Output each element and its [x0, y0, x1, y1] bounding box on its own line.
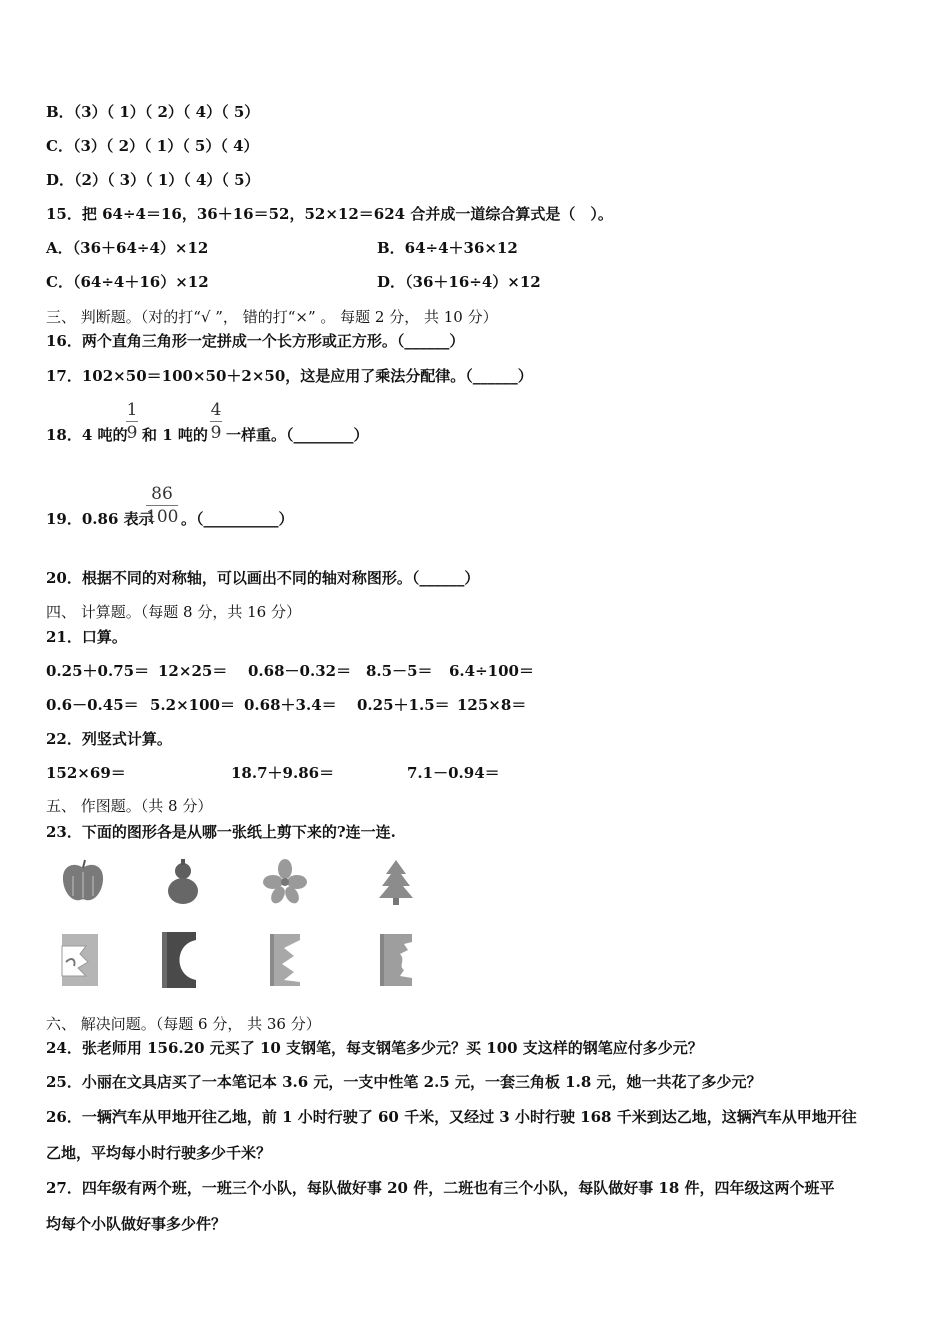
- q14-option-d: D．（2）（ 3）（ 1）（ 4）（ 5）: [46, 171, 260, 189]
- q27-line-1: 27．四年级有两个班，一班三个小队，每队做好事 20 件，二班也有三个小队，每队做好事 18 件，四年级这两个班平: [46, 1179, 835, 1197]
- q21-item: 0.25＋0.75＝: [46, 662, 150, 680]
- q27-line-2: 均每个小队做好事多少件？: [46, 1215, 227, 1233]
- q15-stem: 15．把 64÷4＝16，36＋16＝52，52×12＝624 合并成一道综合算式是（ ）。: [46, 205, 613, 223]
- q22-item: 7.1－0.94＝: [407, 764, 500, 782]
- apple-shape-icon: [58, 858, 108, 906]
- q19-part1: 19．0.86 表示: [46, 510, 154, 528]
- q17: 17．102×50＝100×50＋2×50，这是应用了乘法分配律。（______）: [46, 367, 533, 385]
- folded-paper-2-icon: [160, 930, 200, 990]
- q18-fraction-1: [126, 400, 138, 443]
- section-3-heading: 三、 判断题。（对的打“√ ”， 错的打“×” 。 每题 2 分， 共 10 分）: [46, 308, 498, 326]
- q15-option-c: C．（64÷4＋16）×12: [46, 273, 209, 291]
- q18-fraction-2-numerator: 4: [210, 400, 222, 420]
- pine-tree-shape-icon: [375, 858, 417, 906]
- q18-fraction-1-numerator: 1: [126, 400, 138, 420]
- q23: 23．下面的图形各是从哪一张纸上剪下来的?连一连.: [46, 823, 396, 841]
- q21-item: 0.68＋3.4＝: [244, 696, 337, 714]
- q21-item: 8.5－5＝: [366, 662, 433, 680]
- q21-item: 6.4÷100＝: [449, 662, 534, 680]
- q24: 24．张老师用 156.20 元买了 10 支钢笔，每支钢笔多少元？买 100 支这样的钢笔应付多少元？: [46, 1039, 703, 1057]
- q26-line-1: 26．一辆汽车从甲地开往乙地，前 1 小时行驶了 60 千米，又经过 3 小时行驶 168 千米到达乙地，这辆汽车从甲地开往: [46, 1108, 857, 1126]
- q14-option-c: C．（3）（ 2）（ 1）（ 5）（ 4）: [46, 137, 259, 155]
- q19-fraction-denominator: 100: [146, 507, 179, 527]
- q18-part2: 和 1 吨的: [142, 426, 208, 444]
- section-4-heading: 四、 计算题。（每题 8 分，共 16 分）: [46, 603, 301, 621]
- q21-title: 21．口算。: [46, 628, 127, 646]
- q22-item: 152×69＝: [46, 764, 126, 782]
- q14-option-b: B．（3）（ 1）（ 2）（ 4）（ 5）: [46, 103, 260, 121]
- folded-paper-1-icon: [60, 932, 104, 988]
- gourd-shape-icon: [163, 857, 203, 907]
- q15-option-a: A．（36＋64÷4）×12: [46, 239, 209, 257]
- flower-shape-icon: [262, 858, 308, 904]
- q21-item: 5.2×100＝: [150, 696, 235, 714]
- q21-item: 125×8＝: [457, 696, 527, 714]
- fraction-bar: [146, 505, 178, 506]
- q26-line-2: 乙地，平均每小时行驶多少千米？: [46, 1144, 272, 1162]
- folded-paper-4-icon: [378, 932, 418, 988]
- q19-fraction: [146, 484, 178, 527]
- q19-part2: 。（__________）: [181, 510, 294, 528]
- section-6-heading: 六、 解决问题。（每题 6 分， 共 36 分）: [46, 1015, 321, 1033]
- q16: 16．两个直角三角形一定拼成一个长方形或正方形。（______）: [46, 332, 465, 350]
- q18-fraction-2-denominator: 9: [210, 423, 222, 443]
- q21-item: 0.68－0.32＝: [248, 662, 352, 680]
- q18-part1: 18．4 吨的: [46, 426, 128, 444]
- q22-title: 22．列竖式计算。: [46, 730, 172, 748]
- q18-part3: 一样重。（________）: [226, 426, 369, 444]
- fraction-bar: [126, 421, 138, 422]
- folded-paper-3-icon: [268, 932, 304, 988]
- q21-item: 12×25＝: [158, 662, 228, 680]
- fraction-bar: [210, 421, 222, 422]
- q22-item: 18.7＋9.86＝: [231, 764, 335, 782]
- q18-fraction-2: [210, 400, 222, 443]
- q19-fraction-numerator: 86: [151, 484, 173, 504]
- q21-item: 0.6－0.45＝: [46, 696, 139, 714]
- q15-option-b: B．64÷4＋36×12: [377, 239, 518, 257]
- q20: 20．根据不同的对称轴，可以画出不同的轴对称图形。（______）: [46, 569, 480, 587]
- q15-option-d: D．（36＋16÷4）×12: [377, 273, 541, 291]
- q21-item: 0.25＋1.5＝: [357, 696, 450, 714]
- q25: 25．小丽在文具店买了一本笔记本 3.6 元，一支中性笔 2.5 元，一套三角板 1.8 元，她一共花了多少元？: [46, 1073, 762, 1091]
- q18-fraction-1-denominator: 9: [126, 423, 138, 443]
- section-5-heading: 五、 作图题。（共 8 分）: [46, 797, 213, 815]
